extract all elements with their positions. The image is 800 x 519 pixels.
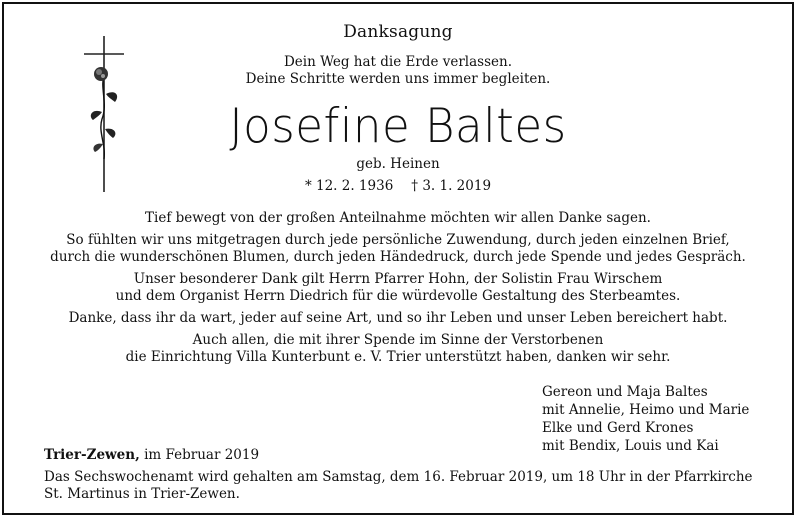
- obituary-card: [2, 2, 794, 515]
- family-line: mit Annelie, Heimo und Marie: [542, 402, 750, 418]
- family-signatures: [542, 383, 749, 455]
- message-line: die Einrichtung Villa Kunterbunt e. V. Trier unterstützt haben, danken wir sehr.: [125, 349, 671, 365]
- family-line: mit Bendix, Louis und Kai: [542, 438, 719, 454]
- birth-date: * 12. 2. 1936: [304, 178, 394, 194]
- life-dates: [4, 178, 792, 194]
- page-title: Danksagung: [343, 22, 453, 42]
- place-and-date: [44, 447, 259, 463]
- message-line: Danke, dass ihr da wart, jeder auf seine Art, und so ihr Leben und unser Leben bereichert habt.: [68, 310, 728, 326]
- service-line: St. Martinus in Trier-Zewen.: [44, 486, 240, 502]
- message-line: Unser besonderer Dank gilt Herrn Pfarrer Hohn, der Solistin Frau Wirschem: [133, 271, 663, 287]
- message-paragraph: [4, 210, 792, 227]
- message-line: Tief bewegt von der großen Anteilnahme möchten wir allen Danke sagen.: [145, 210, 651, 226]
- message-line: und dem Organist Herrn Diedrich für die würdevolle Gestaltung des Sterbeamtes.: [115, 288, 681, 304]
- place-town: Trier-Zewen,: [44, 447, 140, 463]
- family-line: Gereon und Maja Baltes: [542, 384, 708, 400]
- message-paragraph: [4, 310, 792, 327]
- thank-you-message: [4, 210, 792, 371]
- deceased-name: Josefine Baltes: [229, 99, 567, 154]
- service-notice: [44, 469, 764, 503]
- message-line: Auch allen, die mit ihrer Spende im Sinne der Verstorbenen: [192, 332, 604, 348]
- verse-line: Deine Schritte werden uns immer begleiten.: [245, 71, 551, 87]
- verse-line: Dein Weg hat die Erde verlassen.: [283, 54, 512, 70]
- verse: [4, 54, 792, 88]
- family-line: Elke und Gerd Krones: [542, 420, 694, 436]
- message-paragraph: [4, 332, 792, 366]
- service-line: Das Sechswochenamt wird gehalten am Samstag, dem 16. Februar 2019, um 18 Uhr in der Pfarrkirche: [44, 469, 753, 485]
- place-date: im Februar 2019: [144, 447, 260, 463]
- message-paragraph: [4, 232, 792, 266]
- message-line: durch die wunderschönen Blumen, durch jeden Händedruck, durch jede Spende und jedes Gespräch.: [50, 249, 746, 265]
- message-paragraph: [4, 271, 792, 305]
- death-date: † 3. 1. 2019: [411, 178, 492, 194]
- maiden-name: geb. Heinen: [356, 156, 440, 172]
- message-line: So fühlten wir uns mitgetragen durch jede persönliche Zuwendung, durch jeden einzelnen Brief,: [66, 232, 730, 248]
